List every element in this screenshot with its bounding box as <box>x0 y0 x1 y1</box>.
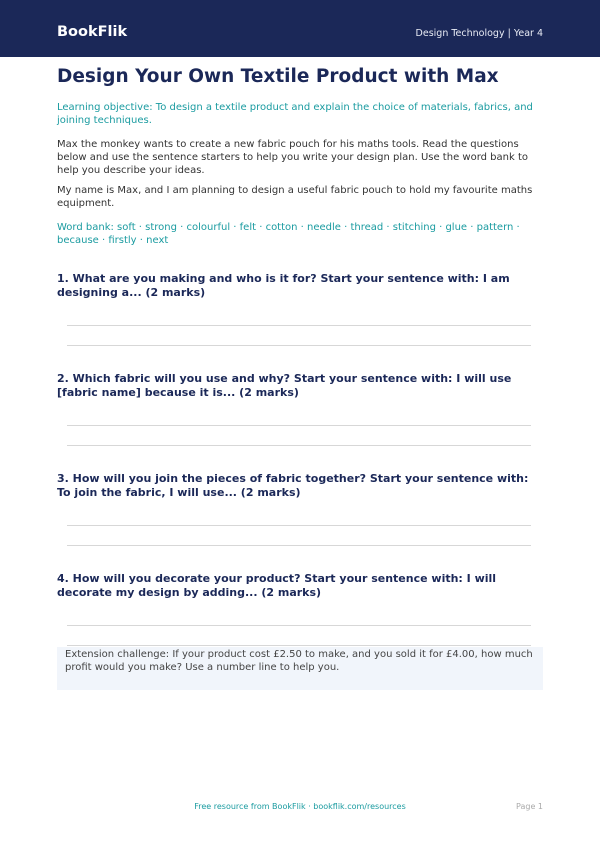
extension-challenge-text: Extension challenge: If your product cost £2.50 to make, and you sold it for £4.00, how much profit would you make? Use a number line to help you. <box>65 649 533 673</box>
answer-area-2[interactable] <box>67 425 531 446</box>
question-2: 2. Which fabric will you use and why? Start your sentence with: I will use [fabric name] because it is... (2 marks) <box>57 372 512 399</box>
answer-area-4[interactable] <box>67 625 531 646</box>
answer-line[interactable] <box>67 445 531 446</box>
question-1: 1. What are you making and who is it for? Start your sentence with: I am designing a... (2 marks) <box>57 272 510 299</box>
answer-line[interactable] <box>67 545 531 546</box>
answer-line[interactable] <box>67 645 531 646</box>
answer-line[interactable] <box>67 425 531 426</box>
page-header <box>0 0 600 57</box>
footer-credit: Free resource from BookFlik · bookflik.com/resources <box>194 802 406 811</box>
brand-logo: BookFlik <box>57 24 128 40</box>
answer-line[interactable] <box>67 325 531 326</box>
intro-text: Max the monkey wants to create a new fabric pouch for his maths tools. Read the questions below and use the sentence starters to help you write your design plan. Use the word bank to help you describe your ideas. <box>57 139 528 176</box>
answer-line[interactable] <box>67 345 531 346</box>
question-3: 3. How will you join the pieces of fabric together? Start your sentence with: To join the fabric, I will use... (2 marks) <box>57 472 529 499</box>
answer-area-1[interactable] <box>67 325 531 346</box>
page-number: Page 1 <box>516 802 543 811</box>
answer-line[interactable] <box>67 525 531 526</box>
worksheet-body <box>57 66 543 646</box>
subject-year-label: Design Technology | Year 4 <box>415 28 543 39</box>
answer-area-3[interactable] <box>67 525 531 546</box>
question-4: 4. How will you decorate your product? Start your sentence with: I will decorate my design by adding... (2 marks) <box>57 572 497 599</box>
example-sentence: My name is Max, and I am planning to design a useful fabric pouch to hold my favourite maths equipment. <box>57 185 533 209</box>
word-bank: Word bank: soft · strong · colourful · felt · cotton · needle · thread · stitching · glue · pattern · because · firstly · next <box>57 222 520 246</box>
learning-objective: Learning objective: To design a textile product and explain the choice of materials, fabrics, and joining techniques. <box>57 102 533 126</box>
answer-line[interactable] <box>67 625 531 626</box>
extension-challenge-box <box>57 647 543 690</box>
page-title: Design Your Own Textile Product with Max <box>57 66 499 87</box>
